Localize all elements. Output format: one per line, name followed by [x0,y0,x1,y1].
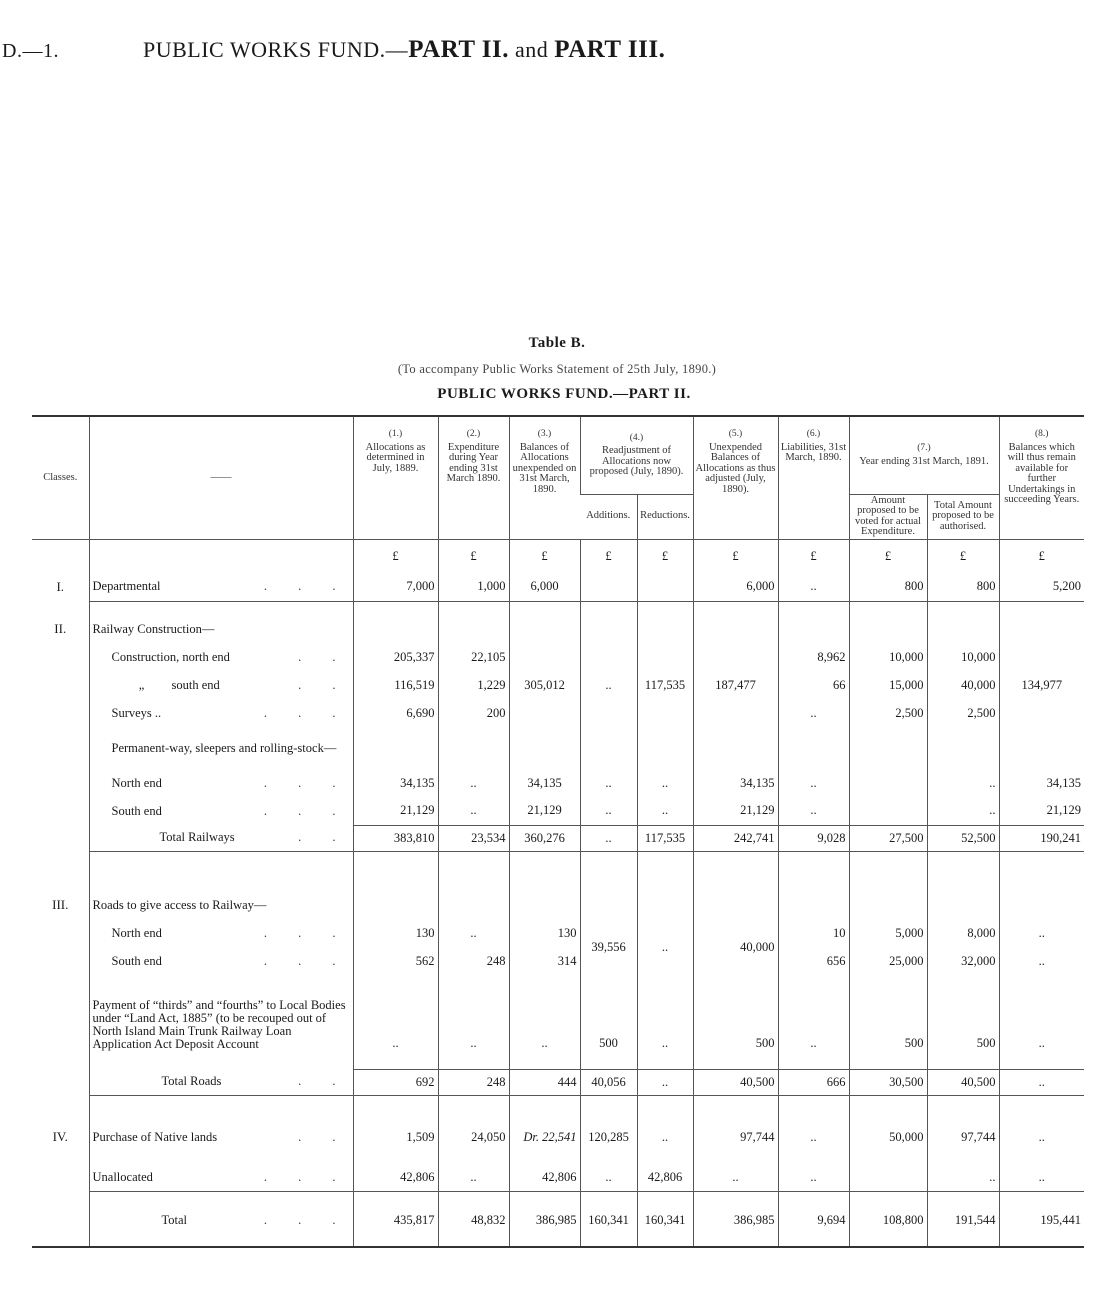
header-col-4-number: (4.) [629,432,644,443]
leader-dots: . . [298,1129,350,1144]
cell-col-4b-bracketed: .. [637,919,693,975]
cell-col-4a: .. [580,1165,637,1191]
leader-dots: . . . [263,705,350,720]
table-title: Table B. [528,335,586,351]
header-col-1 [353,416,438,539]
cell-col-4b: .. [637,769,693,797]
table-row [32,797,1084,825]
cell-col-4a-bracketed: 39,556 [580,919,637,975]
row-label-text: Total Railways [159,830,235,845]
row-label [89,1123,353,1151]
table-row [32,1123,1084,1151]
row-label [89,573,353,601]
row-label-text: Unallocated [92,1170,153,1185]
cell-col-1: 116,519 [353,671,438,699]
cell-col-3: 34,135 [509,769,580,797]
cell-col-3: 314 [509,947,580,975]
cell-col-6: 8,962 [778,643,849,671]
public-works-fund-table [32,415,1084,1248]
row-label [89,769,353,797]
header-col-4-additions: Additions. [580,494,637,539]
header-col-1-label: Allocations as determined in July, 1889. [365,441,426,474]
header-classes: Classes. [32,416,89,539]
cell-col-8: .. [999,1069,1084,1095]
cell-col-5-bracketed: 40,000 [693,919,778,975]
header-col-5 [693,416,778,539]
cell-col-8-bracketed: 134,977 [999,643,1084,727]
cell-col-7b: 97,744 [927,1123,999,1151]
header-col-1-number: (1.) [388,429,403,439]
spacer-row [32,601,1084,615]
row-label [89,797,353,825]
cell-col-2: 48,832 [438,1205,509,1235]
row-label: Payment of “thirds” and “fourths” to Local Bodies under “Land Act, 1885” (to be recouped out of North Island Main Trunk Railway Loan Application Act Deposit Account [89,975,353,1055]
header-col-6 [778,416,849,539]
row-label: Permanent-way, sleepers and rolling-stock— [89,727,353,769]
cell-col-4b: 42,806 [637,1165,693,1191]
cell-col-4b: .. [637,797,693,825]
cell-col-3: 6,000 [509,573,580,601]
pound-sign: £ [849,539,927,573]
row-label [89,919,353,947]
header-col-8-number: (8.) [1035,429,1049,439]
row-label [89,947,353,975]
page-reference: D.—1. [2,40,59,62]
cell-col-4a: .. [580,769,637,797]
leader-dots: . . [298,830,350,845]
cell-col-1: 562 [353,947,438,975]
pound-sign: £ [778,539,849,573]
cell-col-4a: 500 [580,975,637,1055]
header-col-3-label: Balances of Allocations unexpended on 31st March, 1890. [512,441,577,495]
header-col-6-label: Liabilities, 31st March, 1890. [780,441,847,463]
cell-col-6: .. [778,699,849,727]
cell-col-1: 7,000 [353,573,438,601]
cell-col-2: 248 [438,947,509,975]
table-row [32,919,1084,947]
ditto-mark: „ [138,677,145,692]
cell-col-7a: 25,000 [849,947,927,975]
cell-col-7b: 40,000 [927,671,999,699]
row-label-text: Total [161,1212,188,1227]
row-label [89,825,353,851]
row-label [89,699,353,727]
cell-col-7a: 800 [849,573,927,601]
spacer-row [32,1095,1084,1123]
cell-col-5: 21,129 [693,797,778,825]
header-col-2-label: Expenditure during Year ending 31st March 1890. [446,441,501,484]
leader-dots: . . . [263,579,350,594]
row-label [89,671,353,699]
row-label: Railway Construction— [89,615,353,643]
cell-col-7a: 50,000 [849,1123,927,1151]
cell-col-2: 1,000 [438,573,509,601]
cell-col-1: 21,129 [353,797,438,825]
row-label-text: South end [111,803,162,818]
cell-col-7a: 27,500 [849,825,927,851]
spacer-row [32,1235,1084,1247]
total-row [32,1069,1084,1095]
class-numeral: I. [56,579,65,594]
cell-col-3: 360,276 [509,825,580,851]
cell-col-8: 5,200 [999,573,1084,601]
cell-col-2: 200 [438,699,509,727]
cell-col-6: .. [778,769,849,797]
cell-col-4b: .. [637,1069,693,1095]
leader-dots: . . . [263,775,350,790]
table-row [32,643,1084,671]
pound-sign: £ [637,539,693,573]
header-col-5-label: Unexpended Balances of Allocations as thus adjusted (July, 1890). [695,441,776,495]
cell-col-7b: 800 [927,573,999,601]
cell-col-4b-bracketed: 117,535 [637,643,693,727]
table-row [32,769,1084,797]
pound-sign: £ [353,539,438,573]
running-title-part-3: PART III. [554,36,666,63]
cell-col-1: 34,135 [353,769,438,797]
header-col-8-label: Balances which will thus remain available for further Undertakings in succeeding Years. [1004,441,1080,505]
cell-col-6: 656 [778,947,849,975]
header-col-6-number: (6.) [806,429,821,439]
table-row [32,1165,1084,1191]
cell-col-2: .. [438,1165,509,1191]
cell-col-2: .. [438,797,509,825]
header-col-7-label: Year ending 31st March, 1891. [859,455,989,467]
cell-col-5: 386,985 [693,1205,778,1235]
cell-col-4a: .. [580,825,637,851]
cell-col-7b: 2,500 [927,699,999,727]
header-col-7-amount-voted: Amount proposed to be voted for actual Expenditure. [849,494,927,539]
header-col-4-reductions: Reductions. [637,494,693,539]
class-numeral: II. [54,621,67,636]
pound-sign: £ [438,539,509,573]
cell-col-1: 42,806 [353,1165,438,1191]
cell-col-4b: .. [637,1123,693,1151]
cell-col-7a: 15,000 [849,671,927,699]
cell-col-7a: 30,500 [849,1069,927,1095]
header-col-7-total-authorised: Total Amount proposed to be authorised. [927,494,999,539]
cell-col-6: .. [778,975,849,1055]
cell-col-5: 242,741 [693,825,778,851]
cell-col-8: .. [999,947,1084,975]
leader-dots: . . . [263,925,350,940]
cell-col-8: 195,441 [999,1205,1084,1235]
cell-col-4b: 117,535 [637,825,693,851]
cell-col-8: 21,129 [999,797,1084,825]
cell-col-3: Dr. 22,541 [509,1123,580,1151]
header-col-3 [509,416,580,539]
cell-col-1: 692 [353,1069,438,1095]
cell-col-6: 66 [778,671,849,699]
row-label-text: Surveys .. [111,705,162,720]
cell-col-7b: 40,500 [927,1069,999,1095]
row-label [89,1069,353,1095]
cell-col-1: 205,337 [353,643,438,671]
cell-col-4a-bracketed: .. [580,643,637,727]
cell-col-7a: 500 [849,975,927,1055]
cell-col-3-bracketed: 305,012 [509,643,580,727]
fund-title: PUBLIC WORKS FUND.—PART II. [437,386,691,402]
cell-col-2: .. [438,769,509,797]
currency-row [32,539,1084,573]
pound-sign: £ [509,539,580,573]
cell-col-8: .. [999,975,1084,1055]
cell-col-6: .. [778,573,849,601]
cell-col-5: 500 [693,975,778,1055]
cell-col-7b: 52,500 [927,825,999,851]
table-row [32,891,1084,919]
cell-col-7b: .. [927,797,999,825]
cell-col-7b: 500 [927,975,999,1055]
header-col-7 [849,416,999,494]
cell-col-5-bracketed: 187,477 [693,643,778,727]
cell-col-5: 40,500 [693,1069,778,1095]
row-label-text: Total Roads [161,1074,222,1089]
leader-dots: . . . [263,803,350,818]
table-row [32,947,1084,975]
header-col-8 [999,416,1084,539]
cell-col-4b: .. [637,975,693,1055]
running-title [143,36,665,64]
cell-col-5: 34,135 [693,769,778,797]
row-label-text: Construction, north end [111,649,230,664]
running-title-part-2: PART II. [408,36,510,63]
cell-col-6: 10 [778,919,849,947]
spacer-row [32,1055,1084,1069]
cell-col-4a: 40,056 [580,1069,637,1095]
cell-col-7b: .. [927,769,999,797]
header-description: —— [89,416,353,539]
cell-col-6: 9,028 [778,825,849,851]
header-col-3-number: (3.) [537,429,552,439]
pound-sign: £ [927,539,999,573]
cell-col-6: 666 [778,1069,849,1095]
cell-col-7a: 5,000 [849,919,927,947]
cell-col-4a: 120,285 [580,1123,637,1151]
cell-col-1: 1,509 [353,1123,438,1151]
cell-col-6: 9,694 [778,1205,849,1235]
row-label-text: south end [171,677,220,692]
header-col-2-number: (2.) [466,429,481,439]
running-title-and: and [509,37,555,62]
table-row [32,727,1084,769]
spacer-row [32,1191,1084,1205]
class-numeral: III. [52,897,69,912]
cell-col-1: 383,810 [353,825,438,851]
cell-col-8: .. [999,1165,1084,1191]
cell-col-1: 435,817 [353,1205,438,1235]
cell-col-3: .. [509,975,580,1055]
table-subtitle: (To accompany Public Works Statement of 25th July, 1890.) [397,362,717,376]
header-col-4 [580,416,693,494]
cell-col-7b: 8,000 [927,919,999,947]
cell-col-7a: 2,500 [849,699,927,727]
leader-dots: . . . [263,1212,350,1227]
cell-col-7b: 32,000 [927,947,999,975]
spacer-row [32,1151,1084,1165]
cell-col-2: .. [438,919,509,947]
grand-total-row [32,1205,1084,1235]
cell-col-7b: 10,000 [927,643,999,671]
cell-col-1: 6,690 [353,699,438,727]
cell-col-2: 24,050 [438,1123,509,1151]
cell-col-2: 1,229 [438,671,509,699]
cell-col-6: .. [778,1123,849,1151]
cell-col-5: 6,000 [693,573,778,601]
table-row [32,615,1084,643]
row-label-text: North end [111,775,162,790]
cell-col-5: 97,744 [693,1123,778,1151]
table-row [32,975,1084,1055]
header-col-5-number: (5.) [728,429,743,439]
table-row [32,573,1084,601]
cell-col-8: .. [999,919,1084,947]
cell-col-2: .. [438,975,509,1055]
cell-col-2: 23,534 [438,825,509,851]
pound-sign: £ [693,539,778,573]
pound-sign: £ [580,539,637,573]
cell-col-8: 190,241 [999,825,1084,851]
cell-col-4a: 160,341 [580,1205,637,1235]
cell-col-3: 386,985 [509,1205,580,1235]
row-label-text: North end [111,925,162,940]
pound-sign: £ [999,539,1084,573]
running-title-prefix: PUBLIC WORKS FUND.— [143,37,409,62]
header-col-2 [438,416,509,539]
leader-dots: . . [298,1074,350,1089]
spacer-row [32,851,1084,891]
cell-col-3: 42,806 [509,1165,580,1191]
cell-col-4a: .. [580,797,637,825]
cell-col-3: 21,129 [509,797,580,825]
cell-col-2: 248 [438,1069,509,1095]
cell-col-1: 130 [353,919,438,947]
cell-col-6: .. [778,1165,849,1191]
leader-dots: . . . [263,953,350,968]
cell-col-8: 34,135 [999,769,1084,797]
row-label-text: Departmental [92,579,161,594]
row-label-text: Purchase of Native lands [92,1129,218,1144]
leader-dots: . . . [263,1170,350,1185]
class-numeral: IV. [52,1129,68,1144]
cell-col-7a: 10,000 [849,643,927,671]
cell-col-6: .. [778,797,849,825]
cell-col-8: .. [999,1123,1084,1151]
row-label: Roads to give access to Railway— [89,891,353,919]
cell-col-4b: 160,341 [637,1205,693,1235]
cell-col-2: 22,105 [438,643,509,671]
leader-dots: . . [298,677,350,692]
row-label [89,1165,353,1191]
cell-col-3: 444 [509,1069,580,1095]
cell-col-1: .. [353,975,438,1055]
cell-col-7a: 108,800 [849,1205,927,1235]
row-label [89,643,353,671]
row-label-text: South end [111,953,162,968]
cell-col-7b: 191,544 [927,1205,999,1235]
row-label [89,1205,353,1235]
header-col-7-number: (7.) [917,443,931,454]
cell-col-7b: .. [927,1165,999,1191]
header-col-4-label: Readjustment of Allocations now proposed (July, 1890). [589,445,684,478]
cell-col-3: 130 [509,919,580,947]
total-row [32,825,1084,851]
cell-col-5: .. [693,1165,778,1191]
leader-dots: . . [298,649,350,664]
